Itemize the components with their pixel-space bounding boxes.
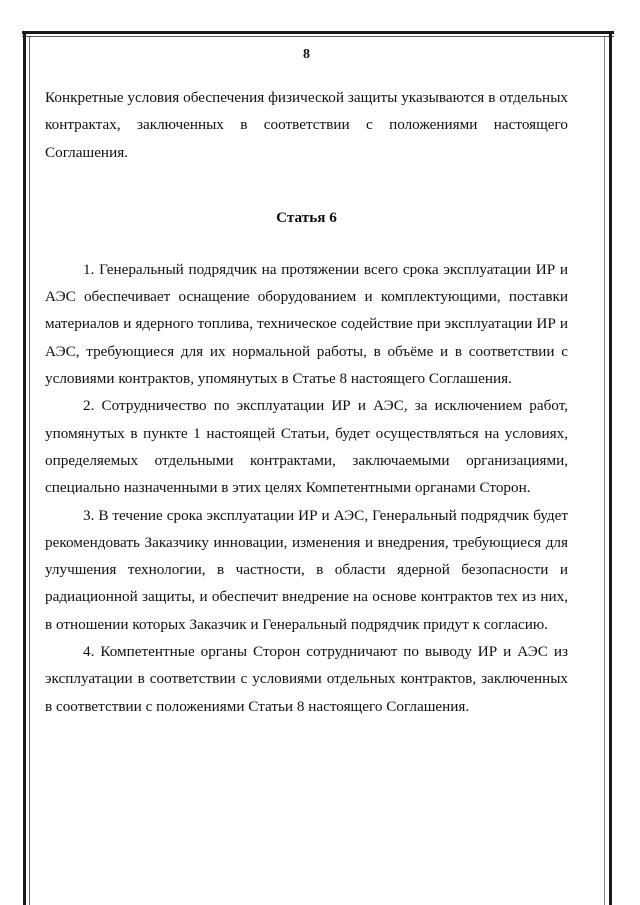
paragraph-1: 1. Генеральный подрядчик на протяжении всего срока эксплуатации ИР и АЭС обеспечивает оснащение оборудованием и комплектующими, поставки материалов и ядерного топлива, техническое содействие при эксплуатации ИР и АЭС, требующиеся для их нормальной работы, в объёме и в соответствии с условиями контрактов, упомянутых в Статье 8 настоящего Соглашения. — [45, 260, 568, 388]
paragraph-3: 3. В течение срока эксплуатации ИР и АЭС, Генеральный подрядчик будет рекомендовать Заказчику инновации, изменения и внедрения, требующиеся для улучшения технологии, в частности, в области ядерной безопасности и радиационной защиты, и обеспечит внедрение на основе контрактов тех из них, в отношении которых Заказчик и Генеральный подрядчик придут к согласию. — [45, 506, 568, 633]
frame-top-line — [22, 31, 614, 34]
frame-top-inner-line — [22, 36, 614, 37]
paragraph-2: 2. Сотрудничество по эксплуатации ИР и АЭС, за исключением работ, упомянутых в пункте 1 настоящей Статьи, будет осуществляться на условиях, определяемых отдельными контрактами, заключаемыми организациями, специально назначенными в этих целях Компетентными органами Сторон. — [45, 397, 568, 497]
page-number: 8 — [303, 47, 310, 62]
frame-right-inner-line — [604, 37, 605, 905]
frame-left-inner-line — [29, 37, 30, 905]
paragraph-4: 4. Компетентные органы Сторон сотрудничают по выводу ИР и АЭС из эксплуатации в соответствии с условиями отдельных контрактов, заключенных в соответствии с положениями Статьи 8 настоящего Соглашения. — [45, 643, 568, 715]
frame-left-line — [23, 31, 26, 905]
intro-paragraph: Конкретные условия обеспечения физической защиты указываются в отдельных контрактах, заключенных в соответствии с положениями настоящего Соглашения. — [45, 89, 568, 161]
page-content — [45, 44, 568, 720]
article-heading: Статья 6 — [276, 208, 337, 226]
frame-right-line — [609, 31, 612, 905]
